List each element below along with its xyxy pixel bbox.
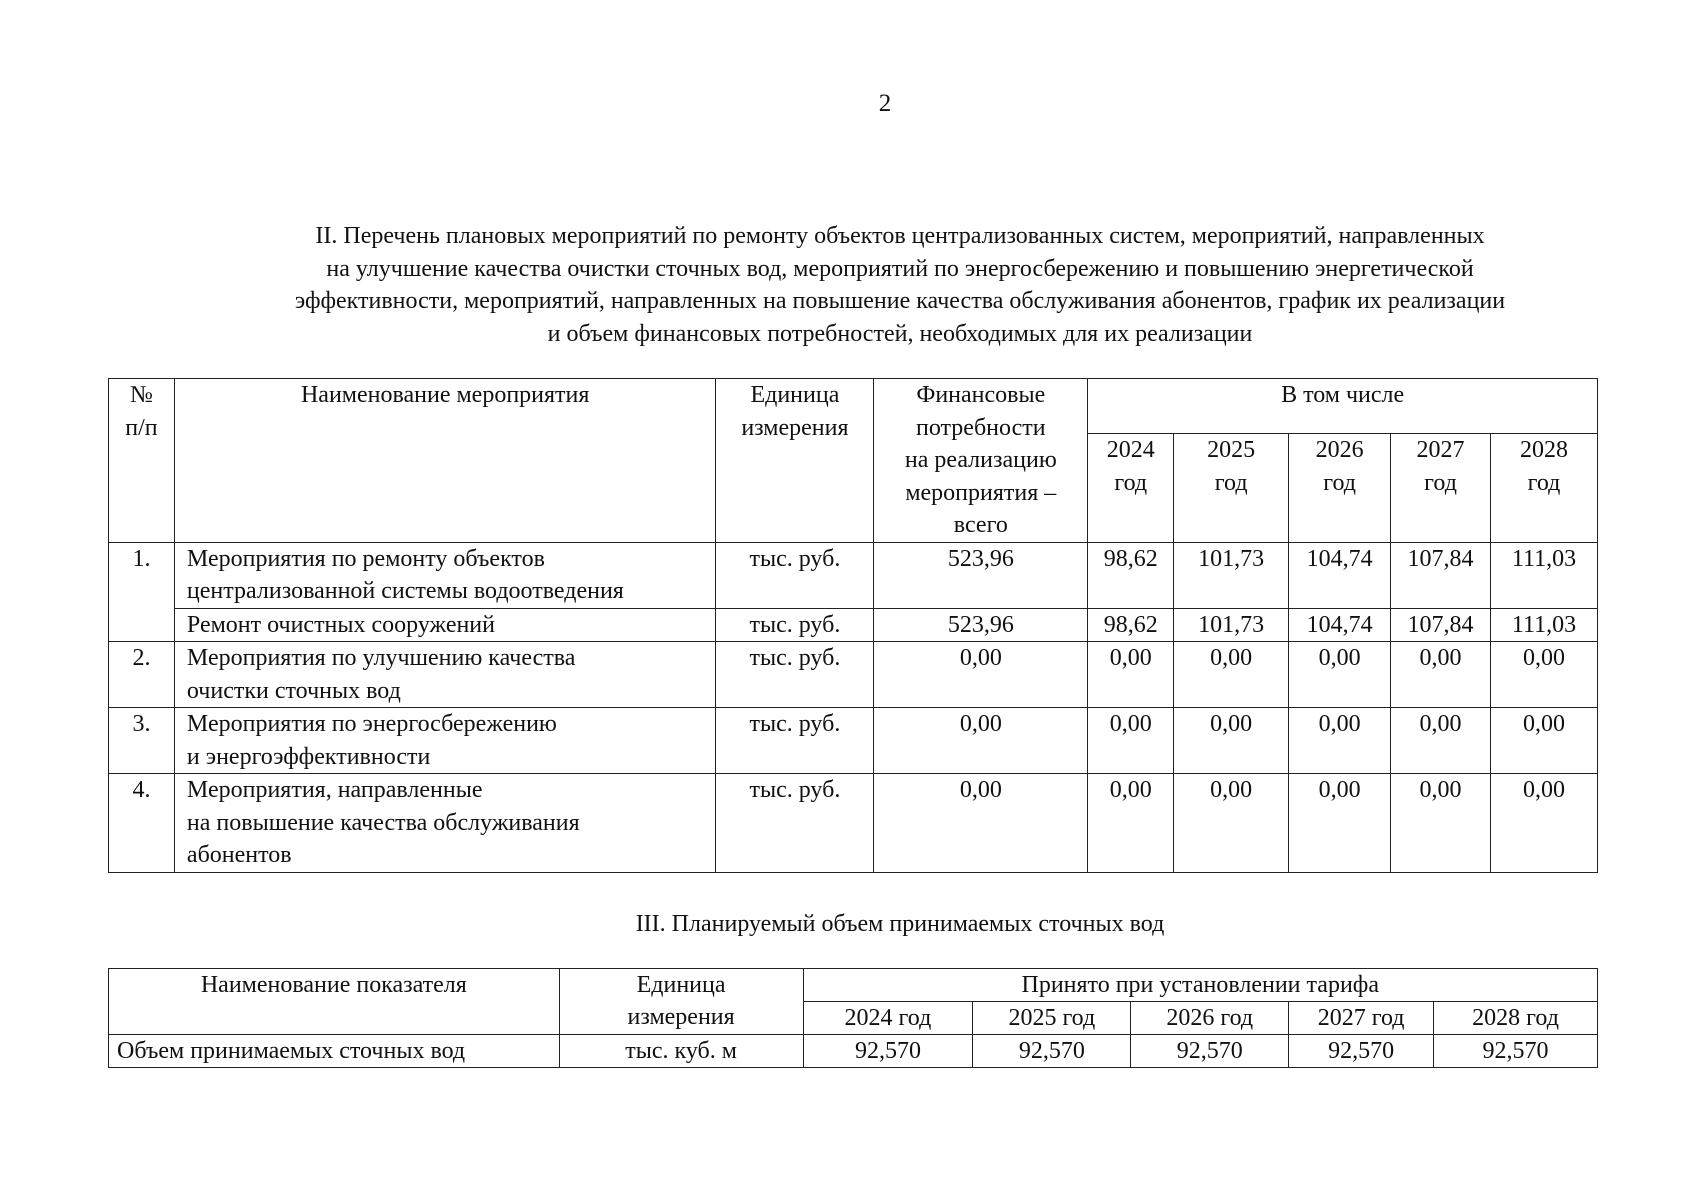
row-year-value: 0,00 <box>1289 774 1391 873</box>
header-accepted: Принято при установлении тарифа <box>803 969 1598 1002</box>
row-year-value: 0,00 <box>1491 774 1598 873</box>
table-row <box>109 608 1598 642</box>
row-unit: тыс. руб. <box>716 774 874 873</box>
row-year-value: 98,62 <box>1088 608 1174 642</box>
row-year-value: 0,00 <box>1391 642 1491 708</box>
section-2-title <box>100 220 1697 350</box>
table-row <box>109 542 1598 608</box>
activities-table <box>108 378 1598 873</box>
header-year: 2027 год <box>1289 1002 1434 1035</box>
section-2-title-line: эффективности, мероприятий, направленных на повышение качества обслуживания абонентов, график их реализации <box>294 288 1506 314</box>
header-including: В том числе <box>1088 379 1598 434</box>
header-year: 2025 год <box>1174 434 1289 542</box>
row-num: 2. <box>109 642 175 708</box>
row-year-value: 111,03 <box>1491 608 1598 642</box>
row-year-value: 0,00 <box>1391 708 1491 774</box>
row-year-value: 0,00 <box>1088 708 1174 774</box>
row-year-value: 0,00 <box>1088 774 1174 873</box>
row-year-value: 92,570 <box>1131 1035 1289 1068</box>
row-total: 523,96 <box>874 608 1088 642</box>
table-row <box>109 1035 1598 1068</box>
header-unit: Единица измерения <box>716 379 874 543</box>
header-year: 2027 год <box>1391 434 1491 542</box>
row-name: Мероприятия по ремонту объектов централизованной системы водоотведения <box>174 542 716 608</box>
header-year: 2028 год <box>1491 434 1598 542</box>
row-year-value: 111,03 <box>1491 542 1598 608</box>
row-year-value: 0,00 <box>1491 708 1598 774</box>
header-year: 2024 год <box>803 1002 973 1035</box>
row-total: 523,96 <box>874 542 1088 608</box>
header-year: 2024 год <box>1088 434 1174 542</box>
header-total: Финансовые потребности на реализацию мероприятия – всего <box>874 379 1088 543</box>
row-year-value: 101,73 <box>1174 542 1289 608</box>
row-year-value: 107,84 <box>1391 542 1491 608</box>
header-year: 2026 год <box>1131 1002 1289 1035</box>
row-year-value: 104,74 <box>1289 608 1391 642</box>
row-year-value: 0,00 <box>1491 642 1598 708</box>
row-year-value: 101,73 <box>1174 608 1289 642</box>
row-year-value: 0,00 <box>1174 708 1289 774</box>
row-year-value: 92,570 <box>803 1035 973 1068</box>
row-year-value: 92,570 <box>1289 1035 1434 1068</box>
row-unit: тыс. руб. <box>716 542 874 608</box>
row-year-value: 92,570 <box>1434 1035 1598 1068</box>
row-total: 0,00 <box>874 774 1088 873</box>
table-row <box>109 774 1598 873</box>
row-num: 1. <box>109 542 175 642</box>
row-year-value: 98,62 <box>1088 542 1174 608</box>
row-year-value: 107,84 <box>1391 608 1491 642</box>
row-total: 0,00 <box>874 708 1088 774</box>
row-total: 0,00 <box>874 642 1088 708</box>
row-unit: тыс. руб. <box>716 608 874 642</box>
row-year-value: 0,00 <box>1289 708 1391 774</box>
row-name: Мероприятия по улучшению качества очистки сточных вод <box>174 642 716 708</box>
header-unit: Единица измерения <box>559 969 803 1035</box>
row-name: Мероприятия по энергосбережению и энергоэффективности <box>174 708 716 774</box>
page-number: 2 <box>878 90 892 117</box>
row-unit: тыс. руб. <box>716 642 874 708</box>
row-year-value: 0,00 <box>1289 642 1391 708</box>
row-year-value: 0,00 <box>1391 774 1491 873</box>
row-unit: тыс. куб. м <box>559 1035 803 1068</box>
table-row <box>109 642 1598 708</box>
wastewater-volume-table <box>108 968 1598 1068</box>
row-year-value: 104,74 <box>1289 542 1391 608</box>
header-indicator-name: Наименование показателя <box>109 969 560 1035</box>
row-year-value: 0,00 <box>1174 774 1289 873</box>
row-year-value: 0,00 <box>1174 642 1289 708</box>
header-year: 2026 год <box>1289 434 1391 542</box>
row-unit: тыс. руб. <box>716 708 874 774</box>
row-num: 3. <box>109 708 175 774</box>
row-name: Мероприятия, направленные на повышение качества обслуживания абонентов <box>174 774 716 873</box>
header-year: 2028 год <box>1434 1002 1598 1035</box>
row-name: Ремонт очистных сооружений <box>174 608 716 642</box>
section-3-title: III. Планируемый объем принимаемых сточных вод <box>635 911 1165 937</box>
row-year-value: 0,00 <box>1088 642 1174 708</box>
header-name: Наименование мероприятия <box>174 379 716 543</box>
section-2-title-line: на улучшение качества очистки сточных вод, мероприятий по энергосбережению и повышению энергетической <box>326 255 1474 282</box>
section-2-title-line: II. Перечень плановых мероприятий по ремонту объектов централизованных систем, мероприятий, направленных <box>315 223 1485 249</box>
row-num: 4. <box>109 774 175 873</box>
header-year: 2025 год <box>973 1002 1131 1035</box>
row-name: Объем принимаемых сточных вод <box>109 1035 560 1068</box>
table-row <box>109 708 1598 774</box>
header-num: № п/п <box>109 379 175 543</box>
row-year-value: 92,570 <box>973 1035 1131 1068</box>
section-2-title-line: и объем финансовых потребностей, необходимых для их реализации <box>547 320 1253 347</box>
